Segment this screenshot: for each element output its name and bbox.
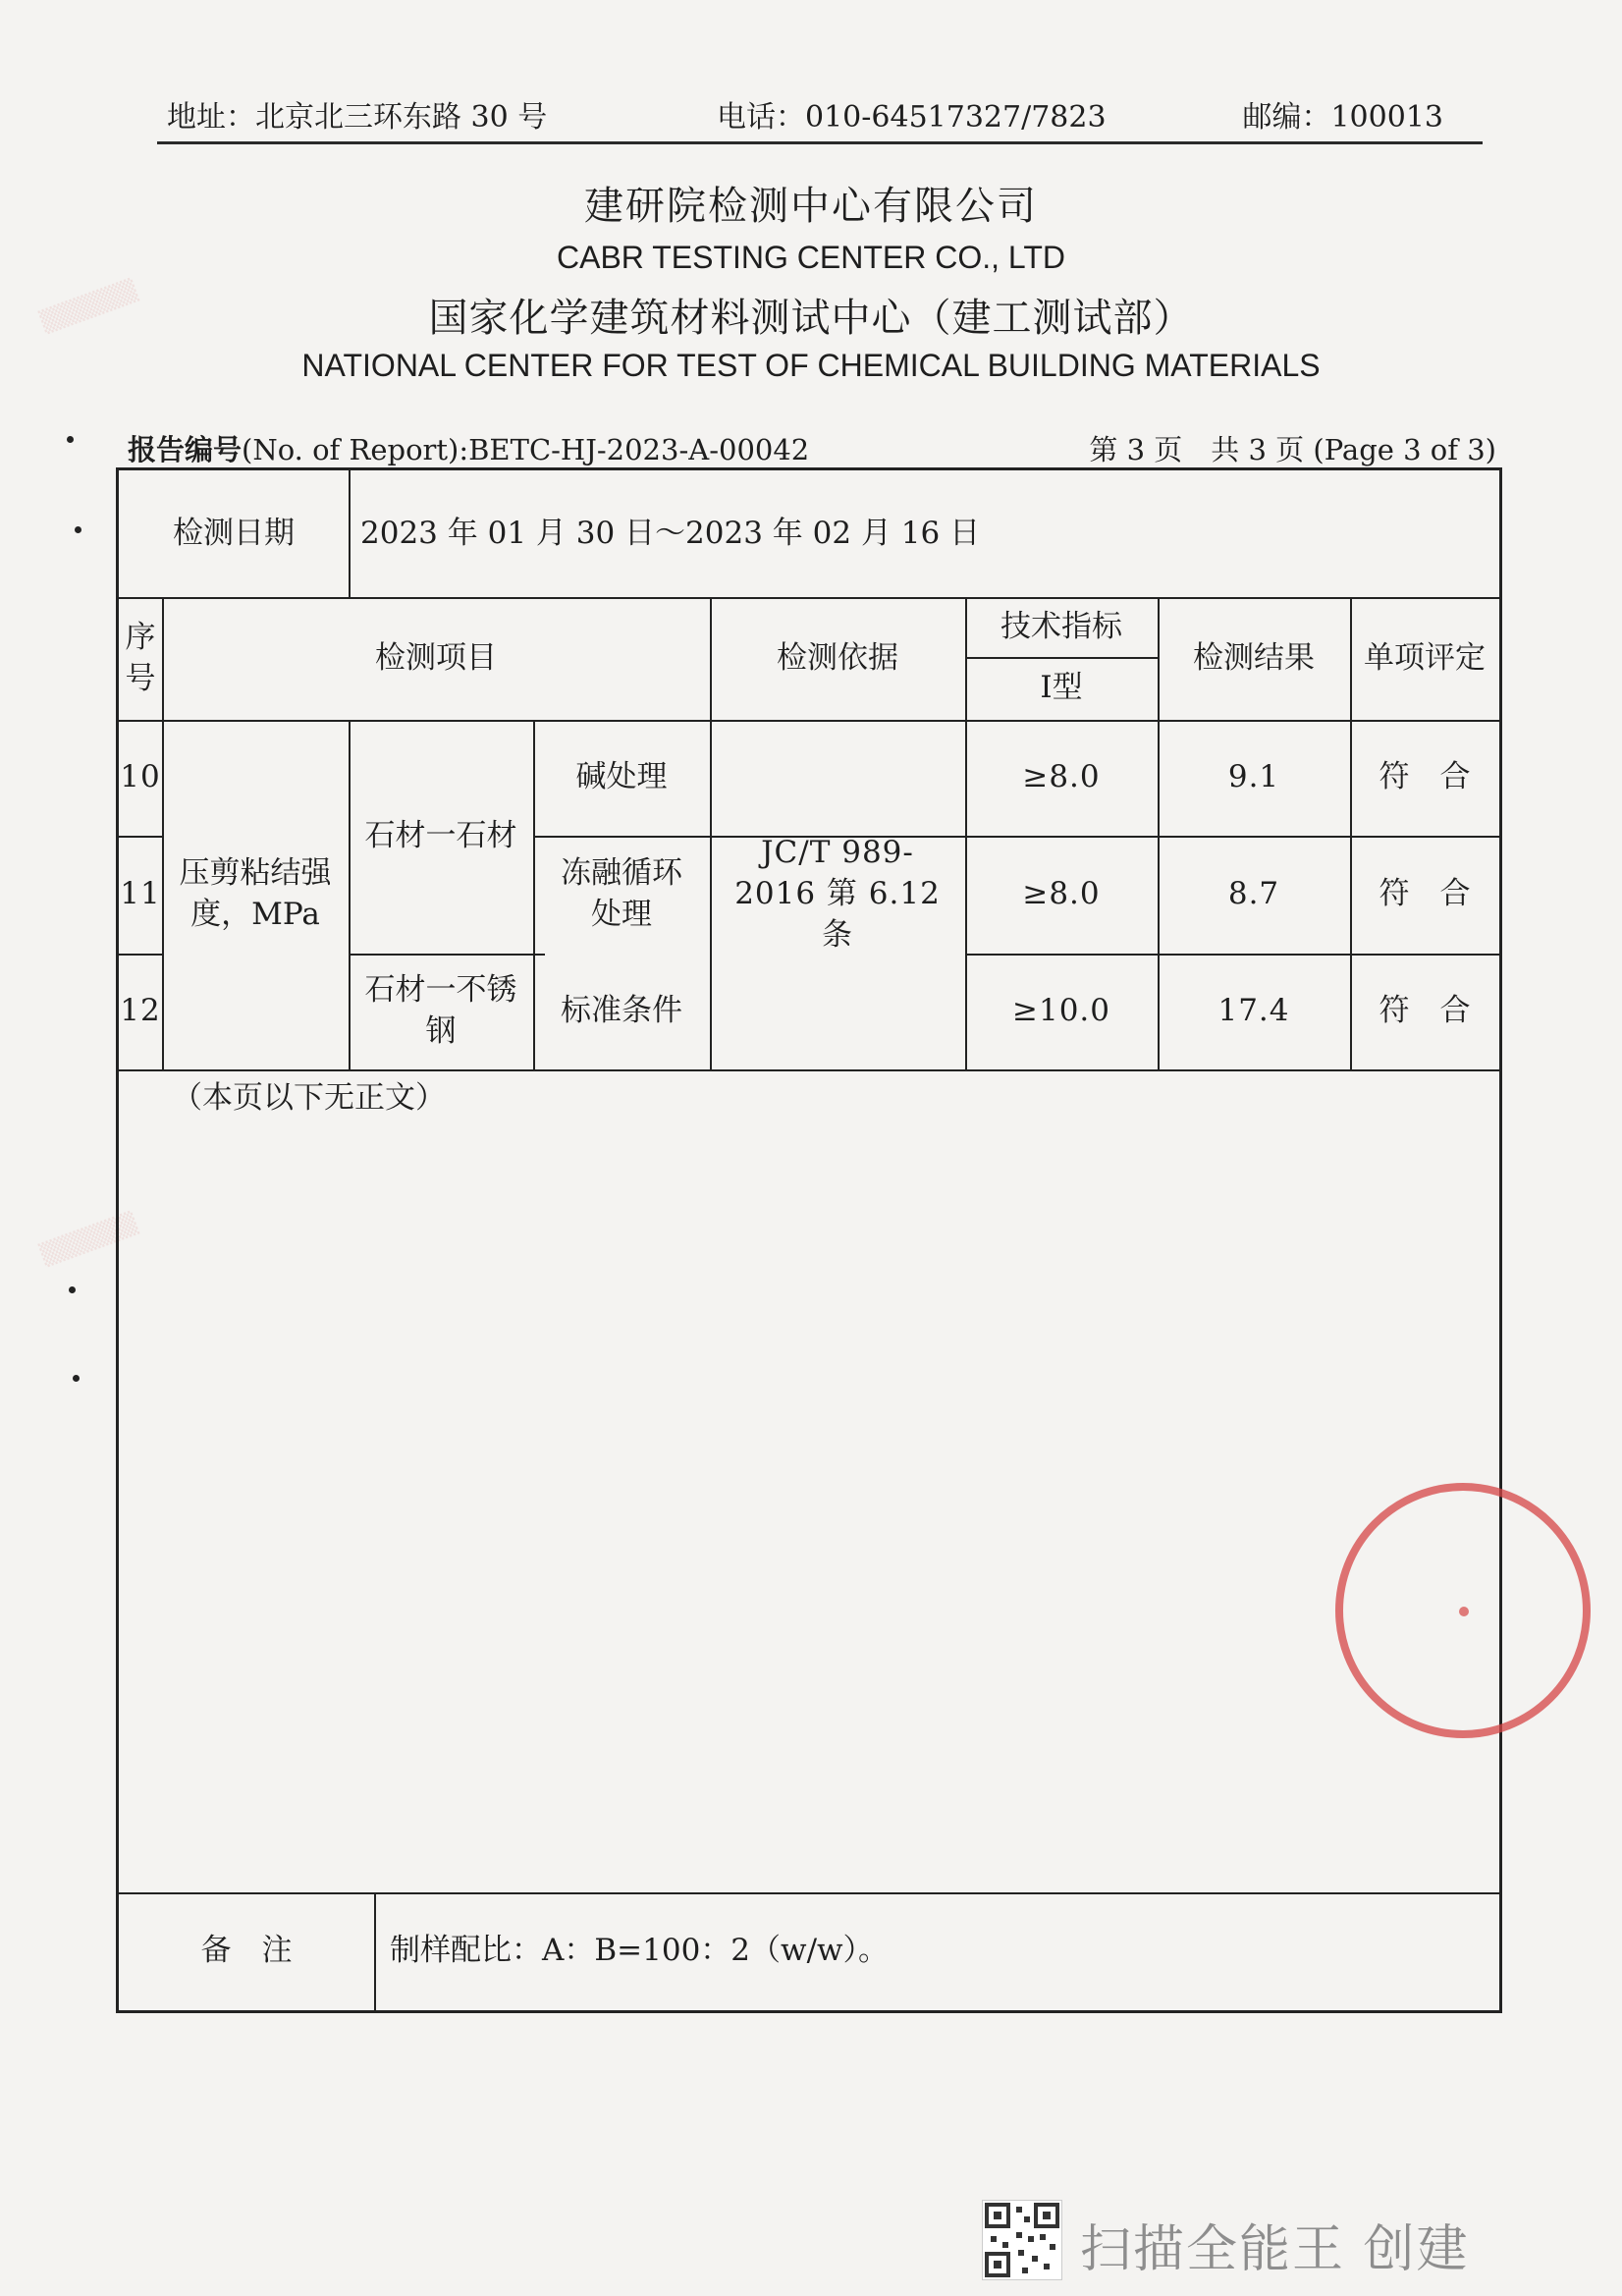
row-spec: ≥10.0 bbox=[1012, 993, 1110, 1029]
row-condition: 碱处理 bbox=[575, 759, 668, 795]
binding-hole-mark bbox=[67, 436, 74, 443]
col-basis-header: 检测依据 bbox=[777, 639, 898, 676]
binding-hole-mark bbox=[73, 1375, 80, 1382]
end-of-content-note: （本页以下无正文） bbox=[172, 1080, 446, 1117]
col-spec-header: 技术指标 bbox=[1000, 608, 1122, 644]
report-number-value: (No. of Report):BETC-HJ-2023-A-00042 bbox=[242, 433, 810, 466]
binding-hole-mark bbox=[69, 1286, 76, 1293]
col-result-header: 检测结果 bbox=[1193, 639, 1315, 676]
remark-value: 制样配比：A：B=100：2（w/w）。 bbox=[390, 1933, 890, 1969]
date-label: 检测日期 bbox=[173, 515, 295, 551]
row-verdict: 符 合 bbox=[1379, 993, 1471, 1029]
row-condition: 冻融循环处理 bbox=[561, 855, 682, 932]
row-seq: 12 bbox=[120, 993, 161, 1029]
row-result: 8.7 bbox=[1227, 876, 1280, 912]
background-watermark: ▒▒▒▒▒▒ bbox=[37, 1211, 140, 1269]
postcode: 邮编：100013 bbox=[1242, 100, 1443, 135]
org-name-en: CABR TESTING CENTER CO., LTD bbox=[557, 240, 1065, 275]
report-number-label: 报告编号 bbox=[128, 433, 243, 466]
col-item-header: 检测项目 bbox=[375, 639, 497, 676]
scanner-brand: 扫描全能王 创建 bbox=[1080, 2220, 1470, 2279]
center-name-en: NATIONAL CENTER FOR TEST OF CHEMICAL BUILDING MATERIALS bbox=[301, 348, 1321, 383]
date-value: 2023 年 01 月 30 日～2023 年 02 月 16 日 bbox=[360, 515, 981, 551]
background-watermark: ▒▒▒▒▒▒ bbox=[37, 278, 140, 336]
page-info: 第 3 页 共 3 页 (Page 3 of 3) bbox=[1089, 433, 1496, 466]
row-verdict: 符 合 bbox=[1379, 759, 1471, 795]
test-basis: JC/T 989-2016 第 6.12 条 bbox=[734, 835, 941, 953]
qr-code-icon bbox=[982, 2200, 1062, 2280]
remark-label: 备 注 bbox=[200, 1933, 293, 1969]
col-spec-type: Ⅰ型 bbox=[1040, 670, 1083, 706]
row-condition: 标准条件 bbox=[561, 993, 682, 1029]
row-spec: ≥8.0 bbox=[1022, 876, 1101, 912]
row-result: 9.1 bbox=[1227, 759, 1280, 795]
center-name-cn: 国家化学建筑材料测试中心（建工测试部） bbox=[428, 296, 1194, 341]
sub-item-stone-steel: 石材一不锈钢 bbox=[364, 972, 517, 1049]
address: 地址：北京北三环东路 30 号 bbox=[167, 100, 548, 135]
report-number bbox=[128, 428, 809, 468]
address-line bbox=[157, 94, 1483, 144]
row-result: 17.4 bbox=[1217, 993, 1290, 1029]
group-item: 压剪粘结强度，MPa bbox=[179, 855, 332, 932]
row-seq: 11 bbox=[120, 876, 161, 912]
row-verdict: 符 合 bbox=[1379, 876, 1471, 912]
official-seal bbox=[1335, 1483, 1591, 1738]
phone: 电话：010-64517327/7823 bbox=[717, 100, 1107, 135]
col-seq-header: 序号 bbox=[125, 619, 156, 696]
col-verdict-header: 单项评定 bbox=[1364, 639, 1486, 676]
org-name-cn: 建研院检测中心有限公司 bbox=[584, 184, 1038, 229]
binding-hole-mark bbox=[75, 526, 81, 533]
row-seq: 10 bbox=[120, 759, 161, 795]
sub-item-stone-stone: 石材一石材 bbox=[364, 818, 517, 854]
row-spec: ≥8.0 bbox=[1022, 759, 1101, 795]
results-table bbox=[116, 467, 1502, 2013]
